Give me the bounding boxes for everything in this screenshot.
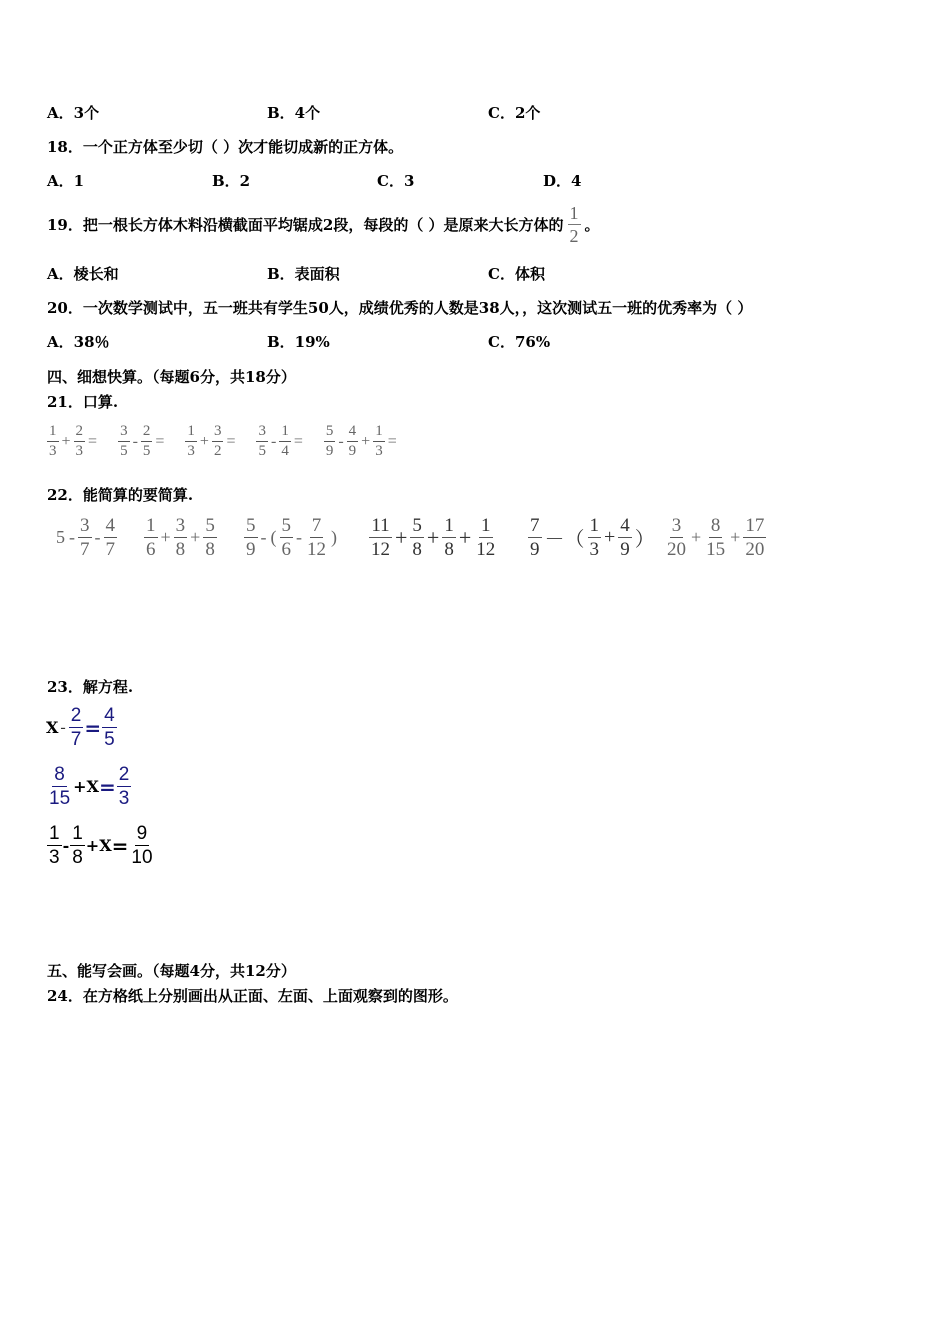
fraction: $\frac{7}{9}$ bbox=[530, 515, 540, 560]
q19-fraction bbox=[568, 204, 581, 245]
q18-option-c: C．3 bbox=[377, 172, 415, 190]
fraction: $\frac{4}{5}$ bbox=[104, 705, 115, 750]
equals: = bbox=[387, 432, 397, 450]
operator: - bbox=[94, 527, 101, 547]
number: 5 bbox=[56, 527, 65, 547]
section-4-heading: 四、细想快算。（每题6分，共18分） bbox=[47, 368, 296, 386]
q19-option-b: B．表面积 bbox=[267, 265, 340, 283]
fraction: $\frac{2}{3}$ bbox=[75, 423, 84, 459]
operator: + bbox=[691, 527, 702, 547]
fraction: $\frac{3}{5}$ bbox=[258, 423, 266, 459]
q19-stem bbox=[47, 204, 600, 245]
operator: - bbox=[69, 527, 75, 547]
fraction: $\frac{1}{6}$ bbox=[146, 515, 156, 560]
q19-option-a: A．棱长和 bbox=[47, 265, 119, 283]
fraction: $\frac{5}{6}$ bbox=[281, 515, 291, 560]
q18-option-d: D．4 bbox=[543, 172, 582, 190]
q23-equation-2 bbox=[46, 765, 132, 808]
fraction: $\frac{2}{3}$ bbox=[118, 764, 130, 809]
fraction: $\frac{3}{8}$ bbox=[175, 515, 186, 560]
equals: = bbox=[98, 774, 116, 799]
operator: + bbox=[199, 432, 209, 450]
fraction: $\frac{4}{9}$ bbox=[620, 515, 630, 560]
equals: = bbox=[155, 432, 165, 450]
equals: = bbox=[88, 432, 98, 450]
operator: + bbox=[395, 524, 408, 550]
q18-option-b: B．2 bbox=[212, 172, 251, 190]
fraction: $\frac{5}{8}$ bbox=[205, 515, 215, 560]
q23-equation-1 bbox=[46, 706, 118, 749]
plus-x: +X bbox=[85, 836, 112, 855]
q24-stem: 24．在方格纸上分别画出从正面、左面、上面观察到的图形。 bbox=[47, 987, 458, 1005]
operator: + bbox=[604, 526, 616, 548]
q19-frac-num: 1 bbox=[569, 203, 579, 223]
fraction: $\frac{2}{5}$ bbox=[142, 423, 151, 459]
operator: + bbox=[61, 432, 71, 450]
operator: + bbox=[730, 527, 741, 547]
fraction: $\frac{1}{4}$ bbox=[281, 423, 289, 459]
operator: + bbox=[361, 432, 371, 450]
operator: + bbox=[426, 524, 440, 550]
paren-open: ( bbox=[270, 527, 277, 547]
q22-title: 22．能简算的要简算. bbox=[47, 486, 194, 504]
fraction: $\frac{3}{2}$ bbox=[213, 423, 222, 459]
fraction: $\frac{17}{20}$ bbox=[745, 515, 765, 560]
operator: + bbox=[458, 524, 472, 550]
q18-stem: 18．一个正方体至少切（ ）次才能切成新的正方体。 bbox=[47, 138, 404, 156]
q17-option-b: B．4个 bbox=[267, 104, 321, 122]
fraction: $\frac{7}{12}$ bbox=[307, 515, 326, 560]
operator: - bbox=[338, 432, 344, 450]
operator: －（ bbox=[544, 529, 585, 551]
q22-expression-1 bbox=[54, 516, 118, 559]
q20-option-c: C．76% bbox=[488, 333, 551, 351]
fraction: $\frac{3}{7}$ bbox=[80, 515, 90, 560]
fraction: $\frac{5}{9}$ bbox=[246, 515, 256, 560]
q19-frac-den: 2 bbox=[569, 226, 579, 246]
fraction: $\frac{8}{15}$ bbox=[49, 764, 71, 809]
fraction: $\frac{1}{3}$ bbox=[589, 515, 599, 560]
fraction: $\frac{1}{8}$ bbox=[72, 823, 83, 868]
q20-option-b: B．19% bbox=[267, 333, 330, 351]
fraction: $\frac{1}{12}$ bbox=[476, 515, 496, 560]
equals: = bbox=[226, 432, 236, 450]
fraction: $\frac{1}{8}$ bbox=[444, 515, 454, 560]
q19-option-c: C．体积 bbox=[488, 265, 545, 283]
operator: - bbox=[270, 432, 277, 450]
q22-expression-3 bbox=[243, 516, 339, 559]
q17-option-a: A．3个 bbox=[47, 104, 100, 122]
q19-stem-end: 。 bbox=[584, 216, 600, 234]
equals: = bbox=[111, 833, 129, 858]
q17-option-c: C．2个 bbox=[488, 104, 541, 122]
paren-close: ) bbox=[331, 527, 337, 547]
equals: = bbox=[84, 715, 102, 740]
section-5-heading: 五、能写会画。（每题4分，共12分） bbox=[47, 962, 296, 980]
q23-title: 23．解方程. bbox=[47, 678, 134, 696]
operator: - bbox=[296, 527, 302, 547]
fraction: $\frac{3}{5}$ bbox=[120, 423, 128, 459]
fraction: $\frac{5}{8}$ bbox=[412, 515, 422, 560]
q22-expression-2 bbox=[143, 516, 218, 559]
q22-expression-4 bbox=[368, 516, 498, 559]
operator: - bbox=[60, 718, 66, 736]
q18-option-a: A．1 bbox=[47, 172, 85, 190]
q23-equation-3 bbox=[46, 824, 156, 867]
fraction: $\frac{1}{3}$ bbox=[187, 423, 195, 459]
fraction: $\frac{9}{10}$ bbox=[131, 823, 153, 868]
fraction: $\frac{4}{9}$ bbox=[348, 423, 357, 459]
operator: - bbox=[132, 432, 138, 450]
operator: - bbox=[260, 527, 267, 547]
fraction: $\frac{2}{7}$ bbox=[70, 705, 82, 750]
q19-stem-text: 19．把一根长方体木料沿横截面平均锯成2段，每段的（ ）是原来大长方体的 bbox=[47, 216, 564, 234]
q20-stem: 20．一次数学测试中，五一班共有学生50人，成绩优秀的人数是38人，，这次测试五一班的优秀率为（ ） bbox=[47, 299, 753, 317]
paren-close: ） bbox=[634, 529, 655, 551]
fraction: $\frac{1}{3}$ bbox=[375, 423, 383, 459]
operator: + bbox=[160, 527, 171, 547]
operator: - bbox=[62, 836, 70, 855]
equals: = bbox=[293, 432, 303, 450]
plus-x: +X bbox=[73, 777, 99, 796]
fraction: $\frac{1}{3}$ bbox=[49, 423, 57, 459]
fraction: $\frac{8}{15}$ bbox=[706, 515, 726, 560]
q21-title: 21．口算. bbox=[47, 393, 119, 411]
fraction: $\frac{3}{20}$ bbox=[667, 515, 686, 560]
fraction: $\frac{11}{12}$ bbox=[371, 515, 390, 560]
fraction: $\frac{5}{9}$ bbox=[325, 423, 334, 459]
operator: + bbox=[190, 527, 201, 547]
q22-expression-5 bbox=[527, 516, 657, 559]
fraction: $\frac{4}{7}$ bbox=[105, 515, 115, 560]
fraction: $\frac{1}{3}$ bbox=[49, 823, 60, 868]
variable-x: X bbox=[46, 718, 59, 737]
q22-expression-6 bbox=[664, 516, 767, 559]
q21-mental-math-row bbox=[46, 424, 399, 459]
q20-option-a: A．38％ bbox=[47, 333, 110, 351]
